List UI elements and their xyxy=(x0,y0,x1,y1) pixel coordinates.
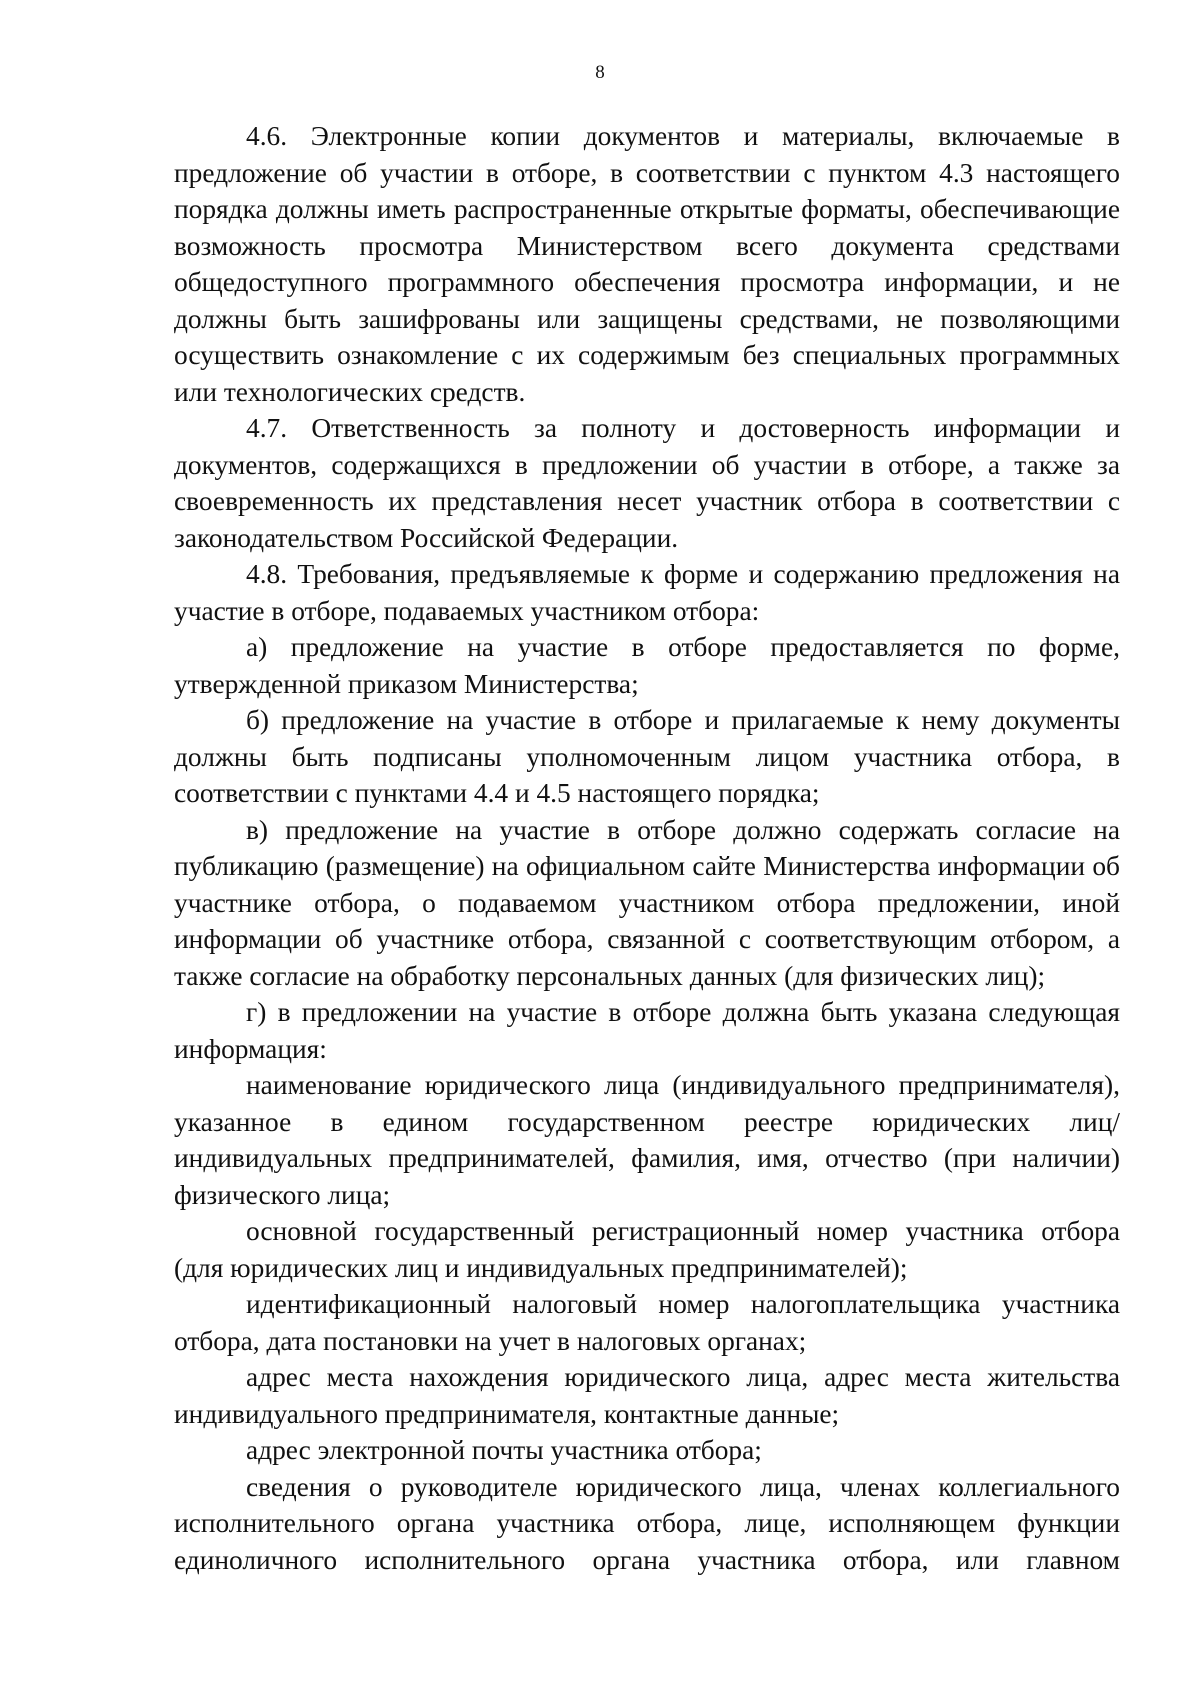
info-item-ogrn: основной государственный регистрационный номер участника отбора (для юридических лиц и индивидуальных предпринимателей); xyxy=(174,1216,1120,1283)
list-item-b: б) предложение на участие в отборе и прилагаемые к нему документы должны быть подписаны уполномоченным лицом участника отбора, в соответствии с пунктами 4.4 и 4.5 настоящего порядка; xyxy=(174,705,1120,808)
document-body xyxy=(174,118,1120,1578)
list-item-a: а) предложение на участие в отборе предоставляется по форме, утвержденной приказом Министерства; xyxy=(174,632,1120,699)
paragraph-4-8: 4.8. Требования, предъявляемые к форме и содержанию предложения на участие в отборе, подаваемых участником отбора: xyxy=(174,559,1120,626)
paragraph-4-6: 4.6. Электронные копии документов и материалы, включаемые в предложение об участии в отборе, в соответствии с пунктом 4.3 настоящего порядка должны иметь распространенные открытые форматы, обеспечивающие возможность просмотра Министерством всего документа средствами общедоступного программного обеспечения просмотра информации, и не должны быть зашифрованы или защищены средствами, не позволяющими осуществить ознакомление с их содержимым без специальных программных или технологических средств. xyxy=(174,121,1120,407)
info-item-address: адрес места нахождения юридического лица, адрес места жительства индивидуального предпринимателя, контактные данные; xyxy=(174,1362,1120,1429)
list-item-v: в) предложение на участие в отборе должно содержать согласие на публикацию (размещение) на официальном сайте Министерства информации об участнике отбора, о подаваемом участником отбора предложении, иной информации об участнике отбора, связанной с соответствующим отбором, а также согласие на обработку персональных данных (для физических лиц); xyxy=(174,814,1120,991)
list-item-g: г) в предложении на участие в отборе должна быть указана следующая информация: xyxy=(174,997,1120,1064)
info-item-email: адрес электронной почты участника отбора; xyxy=(246,1435,762,1465)
info-item-management: сведения о руководителе юридического лица, членах коллегиального исполнительного органа участника отбора, лице, исполняющем функции единоличного исполнительного органа участника отбора, или главном xyxy=(174,1471,1120,1575)
page-number: 8 xyxy=(595,62,605,83)
info-item-inn: идентификационный налоговый номер налогоплательщика участника отбора, дата постановки на учет в налоговых органах; xyxy=(174,1289,1120,1356)
info-item-name: наименование юридического лица (индивидуального предпринимателя), указанное в едином государственном реестре юридических лиц/индивидуальных предпринимателей, фамилия, имя, отчество (при наличии) физического лица; xyxy=(174,1070,1120,1210)
paragraph-4-7: 4.7. Ответственность за полноту и достоверность информации и документов, содержащихся в предложении об участии в отборе, а также за своевременность их представления несет участник отбора в соответствии с законодательством Российской Федерации. xyxy=(174,413,1120,553)
